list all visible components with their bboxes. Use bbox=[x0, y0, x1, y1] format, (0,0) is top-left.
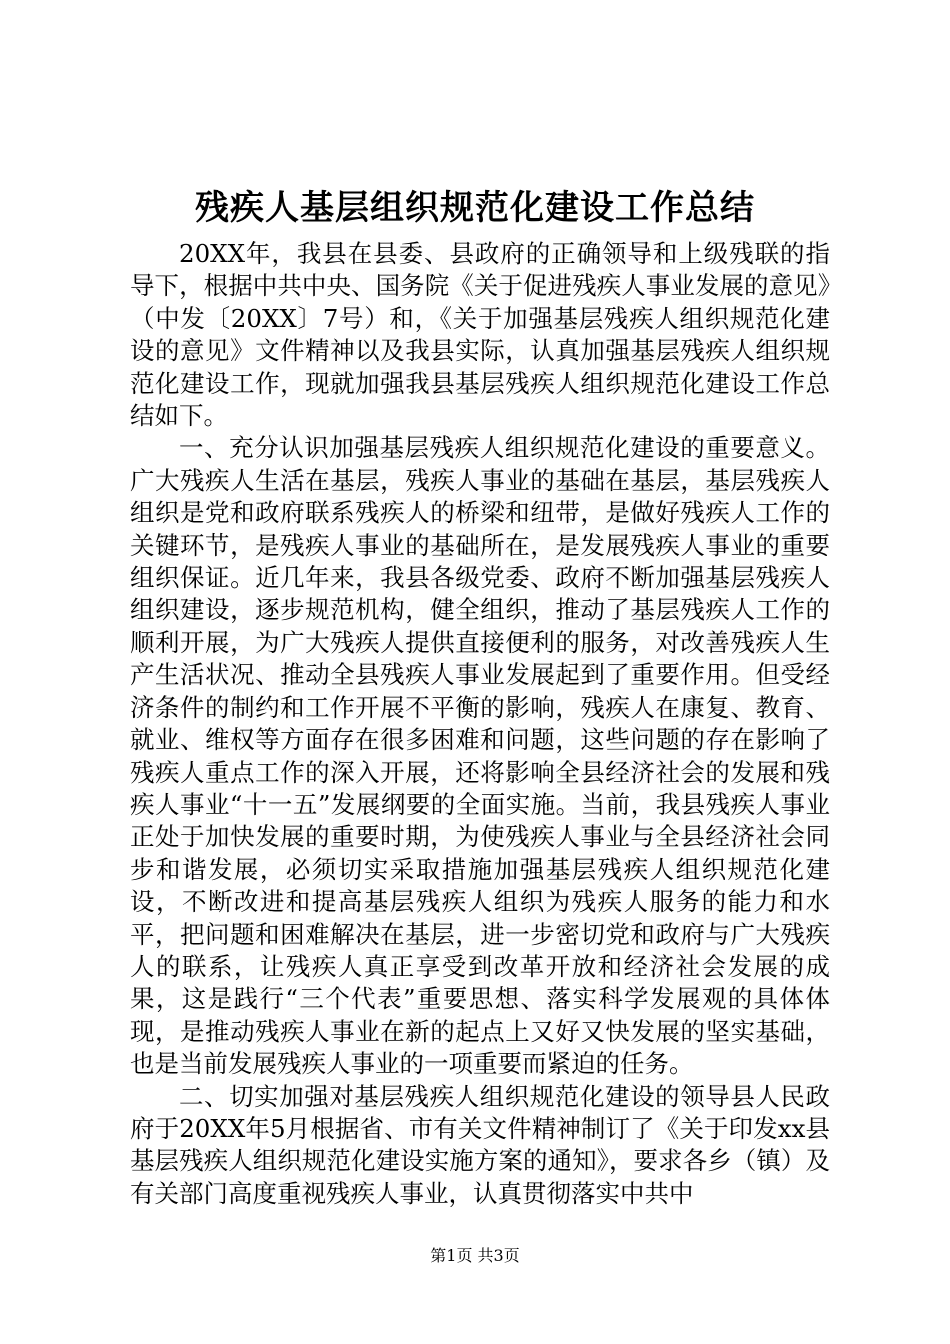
paragraph-intro: 20XX年，我县在县委、县政府的正确领导和上级残联的指导下，根据中共中央、国务院《关于促进残疾人事业发展的意见》（中发〔20XX〕7号）和，《关于加强基层残疾人组织规范化建设的意见》文件精神以及我县实际，认真加强基层残疾人组织规范化建设工作，现就加强我县基层残疾人组织规范化建设工作总结如下。 bbox=[130, 239, 830, 431]
document-body bbox=[130, 238, 830, 1210]
paragraph-section-two: 二、切实加强对基层残疾人组织规范化建设的领导县人民政府于20XX年5月根据省、市有关文件精神制订了《关于印发xx县基层残疾人组织规范化建设实施方案的通知》，要求各乡（镇）及有关部门高度重视残疾人事业，认真贯彻落实中共中 bbox=[130, 1081, 830, 1208]
document-title: 残疾人基层组织规范化建设工作总结 bbox=[195, 188, 755, 228]
paragraph-section-one: 一、充分认识加强基层残疾人组织规范化建设的重要意义。广大残疾人生活在基层，残疾人事业的基础在基层，基层残疾人组织是党和政府联系残疾人的桥梁和纽带，是做好残疾人工作的关键环节，是残疾人事业的基础所在，是发展残疾人事业的重要组织保证。近几年来，我县各级党委、政府不断加强基层残疾人组织建设，逐步规范机构，健全组织，推动了基层残疾人工作的顺利开展，为广大残疾人提供直接便利的服务，对改善残疾人生产生活状况、推动全县残疾人事业发展起到了重要作用。但受经济条件的制约和工作开展不平衡的影响，残疾人在康复、教育、就业、维权等方面存在很多困难和问题，这些问题的存在影响了残疾人重点工作的深入开展，还将影响全县经济社会的发展和残疾人事业“十一五”发展纲要的全面实施。当前，我县残疾人事业正处于加快发展的重要时期，为使残疾人事业与全县经济社会同步和谐发展，必须切实采取措施加强基层残疾人组织规范化建设，不断改进和提高基层残疾人组织为残疾人服务的能力和水平，把问题和困难解决在基层，进一步密切党和政府与广大残疾人的联系，让残疾人真正享受到改革开放和经济社会发展的成果，这是践行“三个代表”重要思想、落实科学发展观的具体体现，是推动残疾人事业在新的起点上又好又快发展的坚实基础，也是当前发展残疾人事业的一项重要而紧迫的任务。 bbox=[130, 433, 830, 1079]
page-number-footer: 第1页 共3页 bbox=[430, 1246, 520, 1265]
